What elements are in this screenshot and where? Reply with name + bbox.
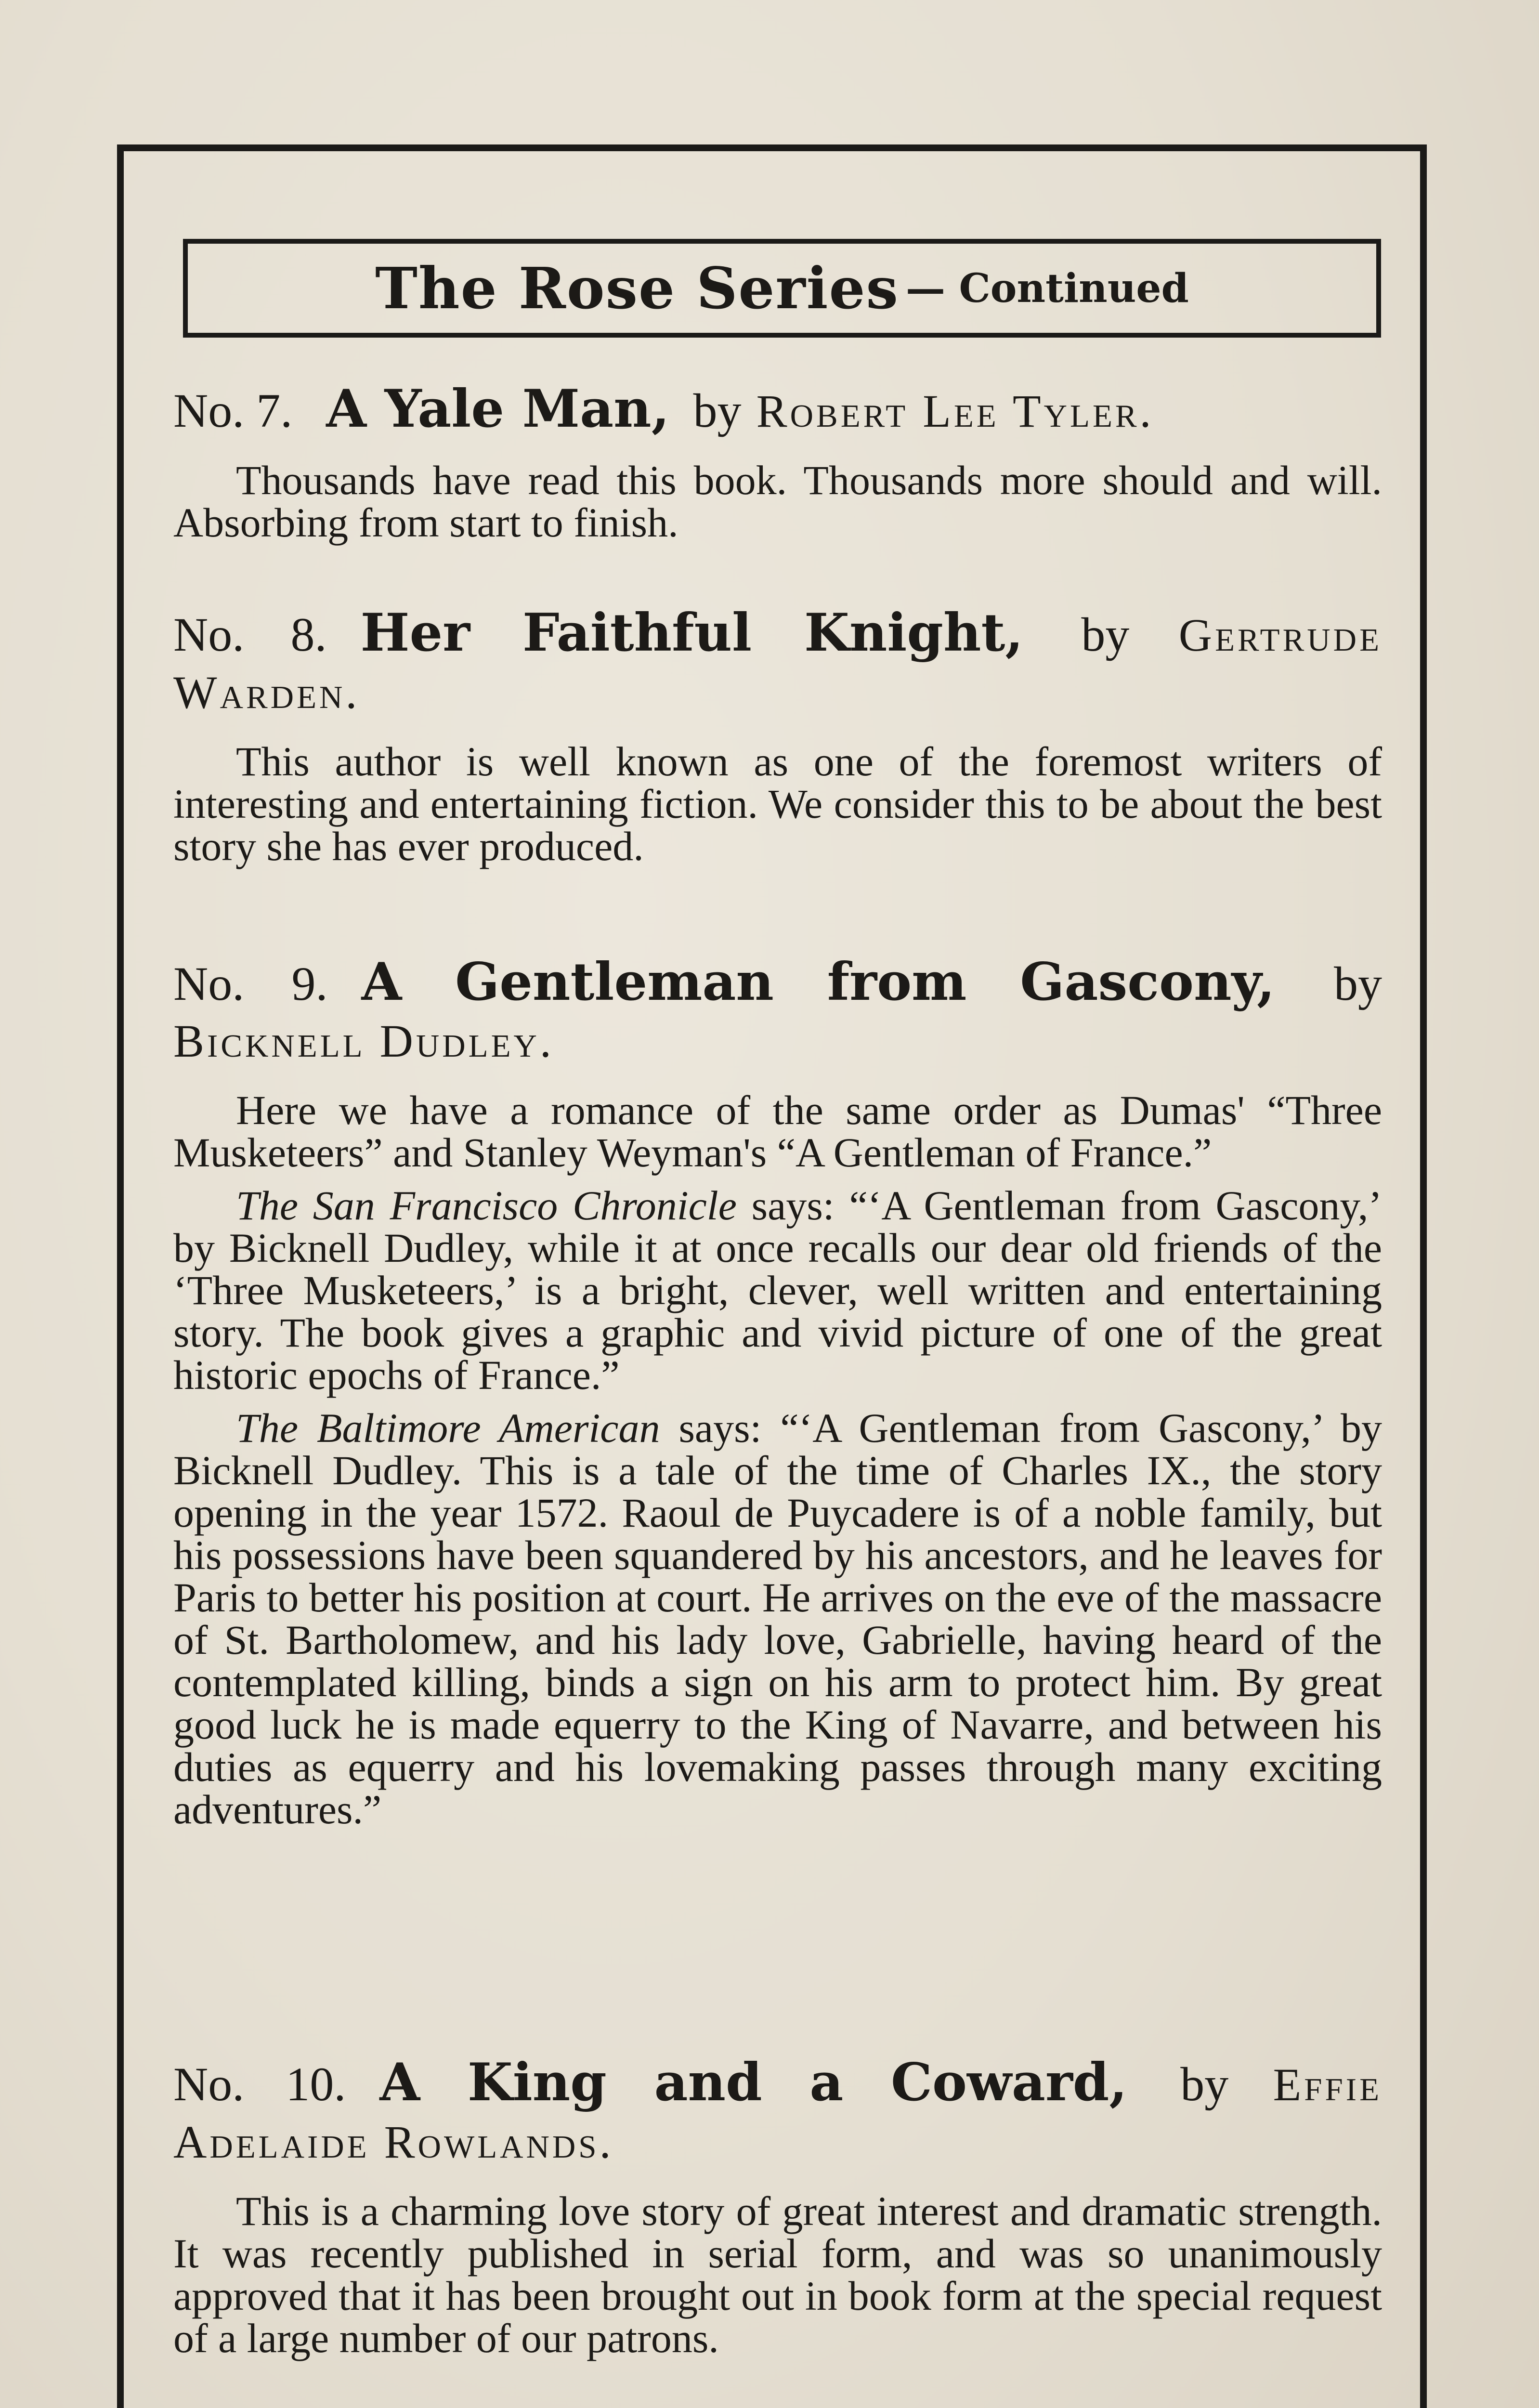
entry-number: No. 8.	[173, 608, 327, 661]
description: Here we have a romance of the same order as Dumas' “Three Musketeers” and Stanley Weyman's “A Gentleman of France.”	[173, 1087, 1382, 1176]
review-quote	[173, 1184, 1382, 1396]
author-name: Gertrude Warden.	[173, 609, 1382, 718]
book-entry-9	[173, 954, 1382, 1831]
description: This is a charming love story of great interest and dramatic strength. It was recently published in serial form, and was so unanimously approved that it has been brought out in book form at the special request of a large number of our patrons.	[173, 2188, 1382, 2361]
by-word: by	[1081, 608, 1130, 661]
review-source: The San Francisco Chronicle	[236, 1182, 737, 1229]
author-name: Robert Lee Tyler.	[756, 385, 1154, 437]
by-word: by	[1180, 2057, 1229, 2111]
book-entry-8	[173, 604, 1382, 867]
book-title: A Yale Man,	[326, 379, 670, 439]
entry-heading	[173, 604, 1382, 721]
series-subtitle: — Continued	[906, 265, 1189, 312]
book-entry-7	[173, 380, 1382, 544]
book-title: Her Faithful Knight,	[360, 602, 1023, 663]
by-word: by	[1334, 957, 1382, 1010]
entry-number: No. 7.	[173, 384, 293, 437]
author-name: Bicknell Dudley.	[173, 1015, 554, 1067]
entry-heading	[173, 2054, 1382, 2171]
series-header	[183, 239, 1381, 338]
entry-number: No. 9.	[173, 957, 328, 1010]
book-title: A Gentleman from Gascony,	[361, 952, 1275, 1012]
entry-number: No. 10.	[173, 2057, 346, 2111]
entry-heading	[173, 380, 1382, 440]
review-quote	[173, 1407, 1382, 1831]
book-title: A King and a Coward,	[379, 2052, 1127, 2113]
review-text: says: “‘A Gentleman from Gascony,’ by Bicknell Dudley, while it at once recalls our dear old friends of the ‘Three Musketeers,’ is a bright, clever, well written and entertaining story. The book gives a graphic and vivid picture of one of the great historic epochs of France.”	[173, 1182, 1382, 1398]
entry-heading	[173, 954, 1382, 1070]
series-title: The Rose Series	[375, 255, 899, 322]
book-entry-10	[173, 2054, 1382, 2359]
description: This author is well known as one of the foremost writers of interesting and entertaining fiction. We consider this to be about the best story she has ever produced.	[173, 738, 1382, 869]
author-name: Effie Adelaide Rowlands.	[173, 2059, 1382, 2168]
by-word: by	[693, 384, 742, 437]
description: Thousands have read this book. Thousands more should and will. Absorbing from start to finish.	[173, 457, 1382, 546]
review-text: says: “‘A Gentleman from Gascony,’ by Bicknell Dudley. This is a tale of the time of Charles IX., the story opening in the year 1572. Raoul de Puycadere is of a noble family, but his possessions have been squandered by his ancestors, and he leaves for Paris to better his position at court. He arrives on the eve of the massacre of St. Bartholomew, and his lady love, Gabrielle, having heard of the contemplated killing, binds a sign on his arm to protect him. By great good luck he is made equerry to the King of Navarre, and between his duties as equerry and his lovemaking passes through many exciting adventures.”	[173, 1405, 1382, 1832]
review-source: The Baltimore American	[236, 1405, 660, 1451]
